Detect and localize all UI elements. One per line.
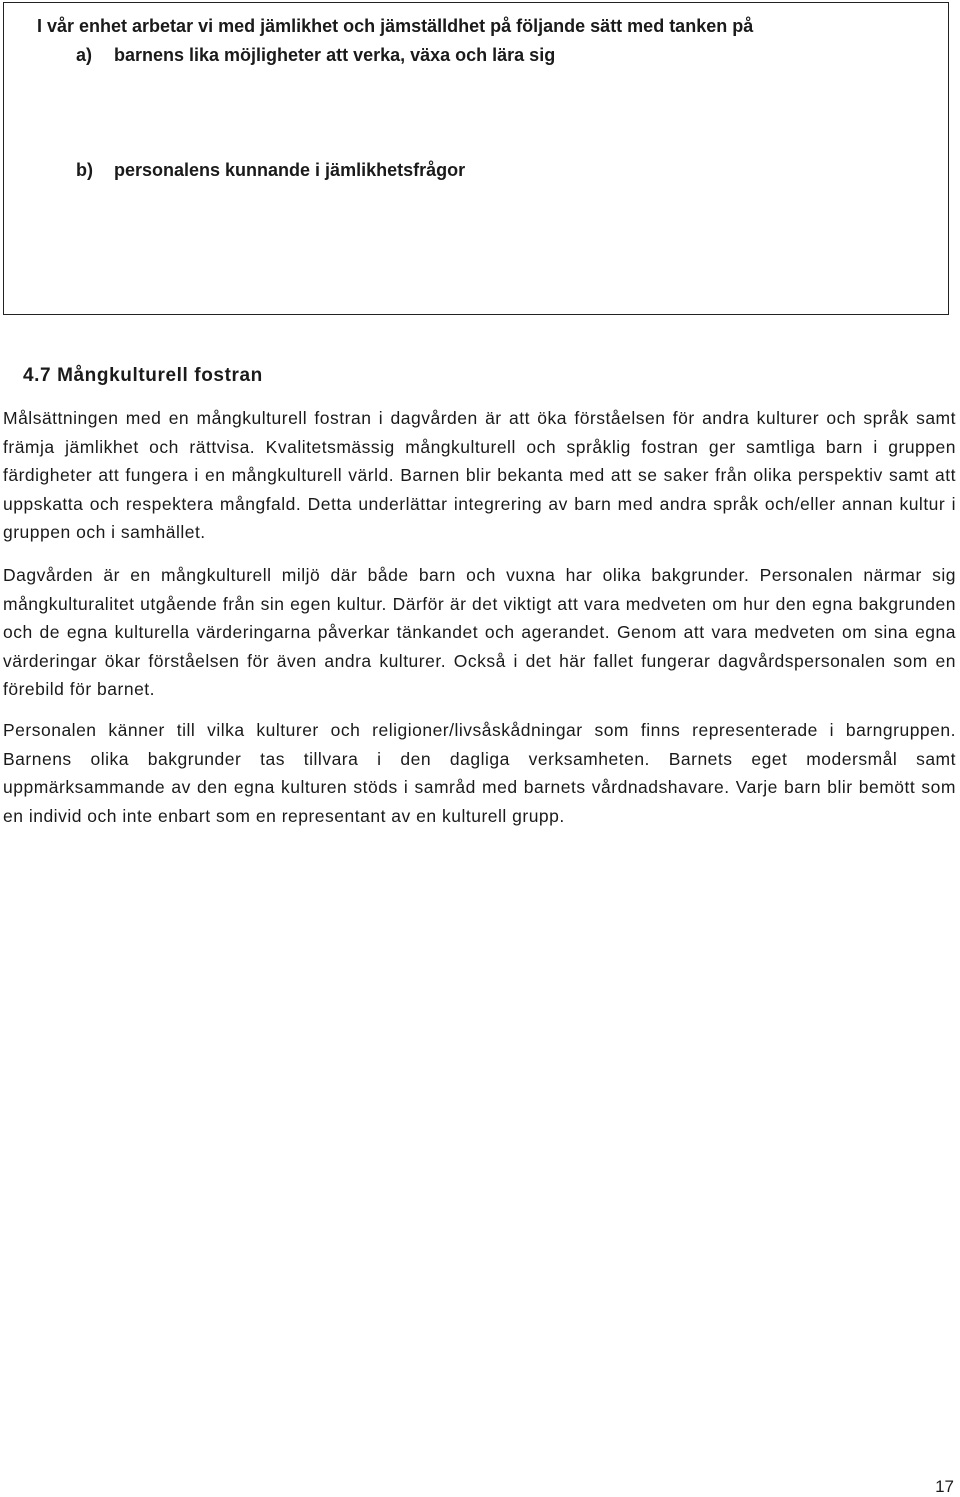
list-marker: b) [76, 160, 93, 180]
equality-text-box [3, 2, 949, 315]
list-marker: a) [76, 45, 93, 65]
paragraph: Dagvården är en mångkulturell miljö där både barn och vuxna har olika bakgrunder. Personalen närmar sig mångkulturalitet utgående från sin egen kultur. Därför är det viktigt att vara medveten om hur den egna bakgrunden och de egna kulturella värderingarna påverkar tänkandet och agerandet. Genom att vara medveten om sina egna värderingar ökar förståelsen för även andra kulturer. Också i det här fallet fungerar dagvårdspersonalen som en förebild för barnet. [3, 565, 956, 700]
paragraph: Personalen känner till vilka kulturer och religioner/livsåskådningar som finns representerade i barngruppen. Barnens olika bakgrunder tas tillvara i den dagliga verksamheten. Barnets eget modersmål samt uppmärksammande av den egna kulturen stöds i samråd med barnets vårdnadshavare. Varje barn blir bemött som en individ och inte enbart som en representant av en kulturell grupp. [3, 720, 956, 826]
box-list-item [76, 45, 555, 66]
section-heading: 4.7 Mångkulturell fostran [23, 365, 263, 386]
box-intro-text: I vår enhet arbetar vi med jämlikhet och jämställdhet på följande sätt med tanken på [37, 16, 754, 36]
paragraph: Målsättningen med en mångkulturell fostran i dagvården är att öka förståelsen för andra kulturer och språk samt främja jämlikhet och rättvisa. Kvalitetsmässig mångkulturell och språklig fostran ger samtliga barn i gruppen färdigheter att fungera i en mångkulturell värld. Barnen blir bekanta med att se saker från olika perspektiv samt att uppskatta och respektera mångfald. Detta underlättar integrering av barn med andra språk och/eller annan kultur i gruppen och i samhället. [3, 408, 956, 543]
list-item-text: barnens lika möjligheter att verka, växa och lära sig [114, 45, 556, 65]
list-item-text: personalens kunnande i jämlikhetsfrågor [114, 160, 466, 180]
page-number: 17 [935, 1477, 954, 1496]
box-list-item [76, 160, 465, 181]
